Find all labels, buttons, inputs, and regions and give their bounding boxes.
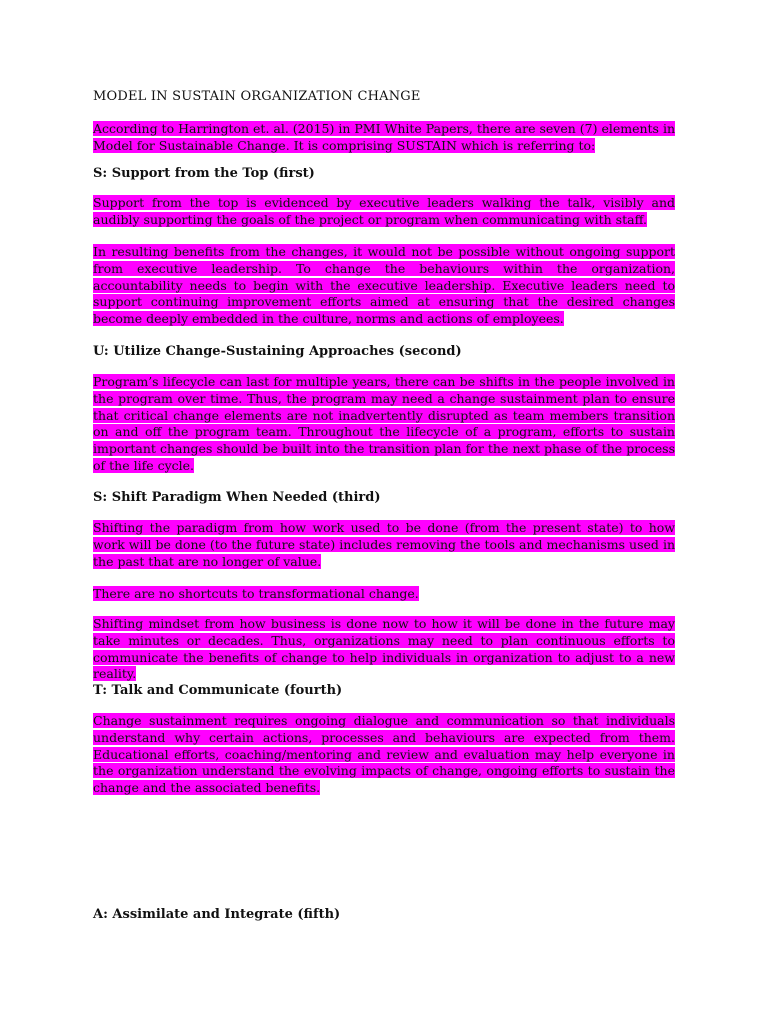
paragraph-shift-1 (93, 520, 675, 570)
paragraph-shift-3 (93, 616, 675, 683)
paragraph-text: Support from the top is evidenced by executive leaders walking the talk, visibly and audibly supporting the goals of the project or program when communicating with staff. (93, 195, 675, 227)
intro-text: According to Harrington et. al. (2015) in PMI White Papers, there are seven (7) elements in Model for Sustainable Change. It is comprising SUSTAIN which is referring to: (93, 121, 675, 153)
paragraph-utilize-1 (93, 374, 675, 475)
paragraph-support-1 (93, 195, 675, 229)
page-title: MODEL IN SUSTAIN ORGANIZATION CHANGE (93, 89, 421, 104)
paragraph-support-2 (93, 244, 675, 328)
paragraph-text: Program’s lifecycle can last for multiple years, there can be shifts in the people involved in the program over time. Thus, the program may need a change sustainment plan to ensure that critical change elements are not inadvertently disrupted as team members transition on and off the program team. Throughout the lifecycle of a program, efforts to sustain important changes should be built into the transition plan for the next phase of the process of the life cycle. (93, 374, 675, 473)
paragraph-text: There are no shortcuts to transformational change. (93, 586, 419, 601)
section-heading-shift: S: Shift Paradigm When Needed (third) (93, 490, 381, 505)
paragraph-text: Shifting the paradigm from how work used to be done (from the present state) to how work will be done (to the future state) includes removing the tools and mechanisms used in the past that are no longer of value. (93, 520, 675, 569)
section-heading-support: S: Support from the Top (first) (93, 166, 315, 181)
paragraph-talk-1 (93, 713, 675, 797)
intro-paragraph (93, 121, 675, 155)
section-heading-assimilate: A: Assimilate and Integrate (fifth) (93, 907, 341, 922)
section-heading-talk: T: Talk and Communicate (fourth) (93, 683, 343, 698)
section-heading-utilize: U: Utilize Change-Sustaining Approaches (second) (93, 344, 462, 359)
paragraph-shift-2 (93, 586, 675, 603)
paragraph-text: Shifting mindset from how business is done now to how it will be done in the future may take minutes or decades. Thus, organizations may need to plan continuous efforts to communicate the benefits of change to help individuals in organization to adjust to a new reality. (93, 616, 675, 682)
paragraph-text: Change sustainment requires ongoing dialogue and communication so that individuals understand why certain actions, processes and behaviours are expected from them. Educational efforts, coaching/mentoring and review and evaluation may help everyone in the organization understand the evolving impacts of change, ongoing efforts to sustain the change and the associated benefits. (93, 713, 675, 796)
paragraph-text: In resulting benefits from the changes, it would not be possible without ongoing support from executive leadership. To change the behaviours within the organization, accountability needs to begin with the executive leadership. Executive leaders need to support continuing improvement efforts aimed at ensuring that the desired changes become deeply embedded in the culture, norms and actions of employees. (93, 244, 675, 327)
